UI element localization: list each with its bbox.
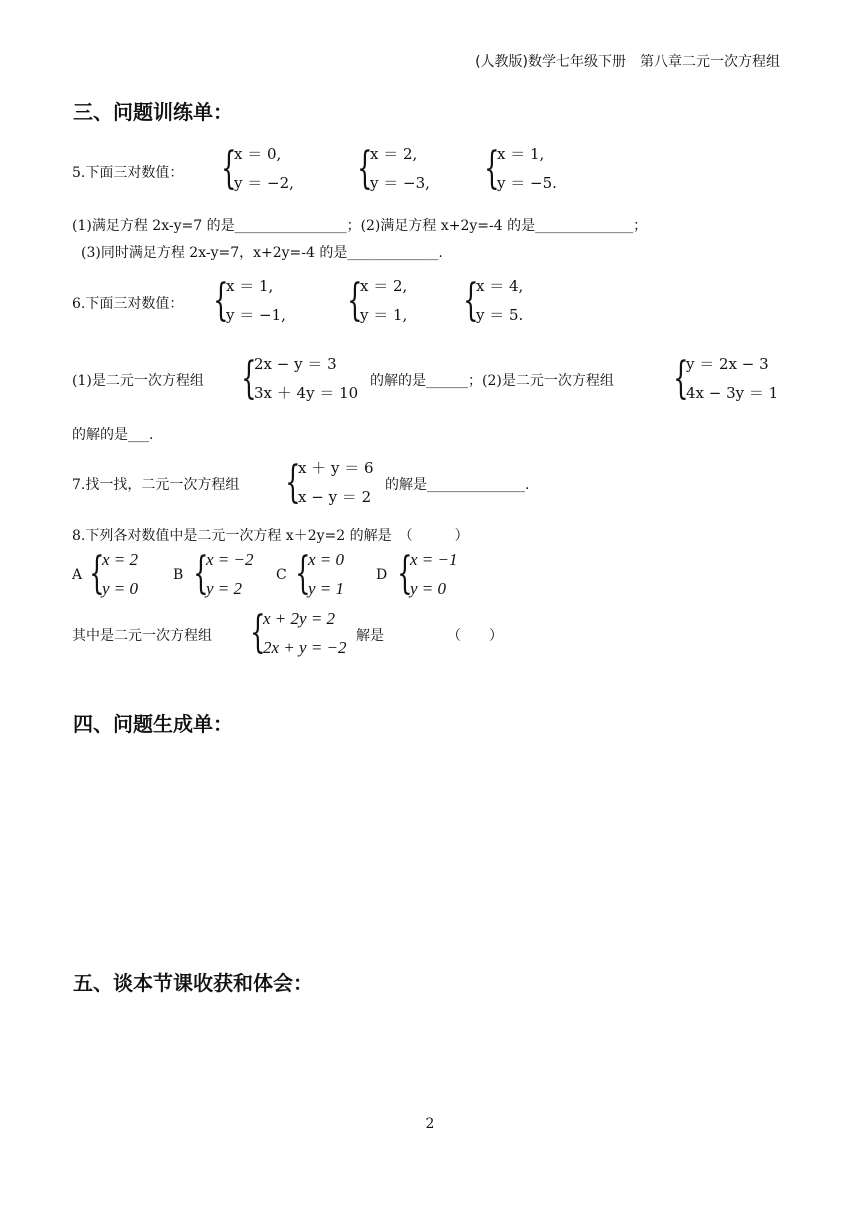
brace-icon: { (347, 275, 363, 326)
q8-lead: 8.下列各对数值中是二元一次方程 x＋2y=2 的解是 （ ） (72, 528, 469, 544)
brace-icon: { (213, 275, 229, 326)
q5-pair-3-y: y ＝ −5. (497, 174, 557, 192)
q5-pair-2-x: x ＝ 2, (370, 145, 418, 163)
brace-icon: { (463, 275, 479, 326)
q5-pair-2-y: y ＝ −3, (370, 174, 430, 192)
q8-sub-system (247, 604, 347, 662)
q5-pair-3-x: x ＝ 1, (497, 145, 545, 163)
q5-lead: 5.下面三对数值： (72, 165, 184, 181)
q5-pair-1-x: x ＝ 0, (234, 145, 282, 163)
q8-option-d-y: y = 0 (410, 579, 447, 598)
q7-system-eq1: x ＋ y ＝ 6 (298, 459, 374, 477)
q5-line-1: (1)满足方程 2x-y=7 的是________________；(2)满足方程 x+2y=-4 的是______________； (72, 218, 648, 234)
q7-tail: 的解是______________. (385, 477, 530, 493)
q5-line-2: (3)同时满足方程 2x-y=7，x+2y=-4 的是_____________. (81, 245, 443, 261)
brace-icon: { (285, 457, 301, 508)
section-heading-training: 三、问题训练单： (73, 100, 233, 124)
q6-part-1: (1)是二元一次方程组 (72, 373, 204, 389)
q6-system-1 (238, 350, 358, 408)
q5-pair-1-y: y ＝ −2, (234, 174, 294, 192)
q8-option-c-y: y = 1 (308, 579, 345, 598)
brace-icon: { (250, 607, 266, 658)
brace-icon: { (357, 143, 373, 194)
q8-option-b-y: y = 2 (206, 579, 243, 598)
q8-option-a-label: A (72, 567, 83, 583)
q8-sub-tail: 解是 （ ） (356, 628, 503, 644)
q6-pair-1-x: x ＝ 1, (226, 277, 274, 295)
q8-option-b (190, 545, 254, 603)
q6-pair-1-y: y ＝ −1, (226, 306, 286, 324)
q8-option-a-y: y = 0 (102, 579, 139, 598)
q8-option-a (86, 545, 138, 603)
q8-option-d-x: x = −1 (410, 550, 458, 569)
q6-system-2 (670, 350, 778, 408)
q8-option-c (292, 545, 344, 603)
q6-pair-2-x: x ＝ 2, (360, 277, 408, 295)
q6-system-1-eq2: 3x ＋ 4y ＝ 10 (254, 384, 359, 402)
brace-icon: { (89, 548, 105, 599)
brace-icon: { (295, 548, 311, 599)
brace-icon: { (241, 353, 257, 404)
q8-option-c-label: C (276, 567, 287, 583)
q7-system-eq2: x − y ＝ 2 (298, 488, 372, 506)
q6-system-1-eq1: 2x − y ＝ 3 (254, 355, 337, 373)
q6-pair-3-x: x ＝ 4, (476, 277, 524, 295)
q8-option-a-x: x = 2 (102, 550, 139, 569)
section-heading-generation: 四、问题生成单： (73, 712, 233, 736)
q8-option-d-label: D (376, 567, 388, 583)
q6-pair-2 (344, 272, 407, 330)
q6-part-2: 的解的是______；(2)是二元一次方程组 (370, 373, 614, 389)
q6-lead: 6.下面三对数值： (72, 296, 184, 312)
q8-option-d (394, 545, 458, 603)
q6-pair-3-y: y ＝ 5. (476, 306, 524, 324)
brace-icon: { (397, 548, 413, 599)
q8-sub-system-eq1: x + 2y = 2 (263, 609, 336, 628)
q6-pair-3 (460, 272, 523, 330)
q6-pair-2-y: y ＝ 1, (360, 306, 408, 324)
q6-system-2-eq2: 4x − 3y ＝ 1 (686, 384, 779, 402)
q8-option-b-label: B (173, 567, 184, 583)
q8-sub-lead: 其中是二元一次方程组 (72, 628, 212, 644)
q5-pair-2 (354, 140, 430, 198)
q8-sub-system-eq2: 2x + y = −2 (263, 638, 347, 657)
page-header: (人教版)数学七年级下册 第八章二元一次方程组 (475, 54, 780, 70)
page-number: 2 (425, 1116, 435, 1132)
section-heading-reflection: 五、谈本节课收获和体会： (73, 971, 313, 995)
brace-icon: { (193, 548, 209, 599)
q7-system (282, 454, 374, 512)
q5-pair-3 (481, 140, 557, 198)
q6-part-3: 的解的是___. (72, 427, 154, 443)
q6-system-2-eq1: y ＝ 2x − 3 (686, 355, 769, 373)
q6-pair-1 (210, 272, 286, 330)
q8-option-b-x: x = −2 (206, 550, 254, 569)
brace-icon: { (673, 353, 689, 404)
brace-icon: { (221, 143, 237, 194)
q5-pair-1 (218, 140, 294, 198)
q8-option-c-x: x = 0 (308, 550, 345, 569)
brace-icon: { (484, 143, 500, 194)
q7-lead: 7.找一找，二元一次方程组 (72, 477, 240, 493)
